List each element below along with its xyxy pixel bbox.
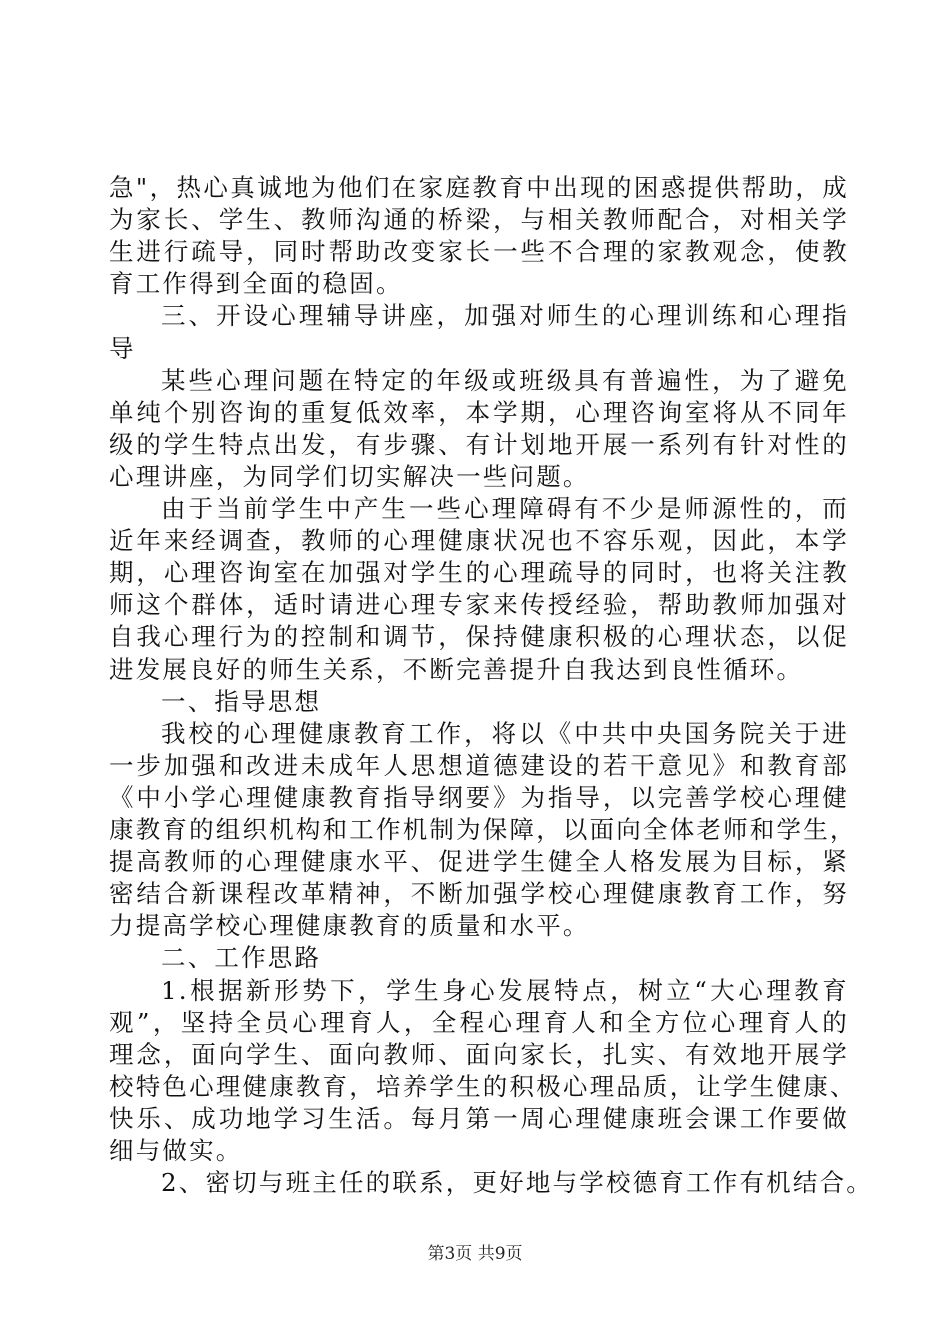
text-line: 为家长、学生、教师沟通的桥梁，与相关教师配合，对相关学 xyxy=(109,205,849,234)
text-line: 急"，热心真诚地为他们在家庭教育中出现的困惑提供帮助，成 xyxy=(109,173,849,202)
text-line: 一步加强和改进未成年人思想道德建设的若干意见》和教育部 xyxy=(109,751,849,780)
text-line: 期，心理咨询室在加强对学生的心理疏导的同时，也将关注教 xyxy=(109,558,849,587)
text-line: 我校的心理健康教育工作，将以《中共中央国务院关于进 xyxy=(161,719,849,748)
text-line: 快乐、成功地学习生活。每月第一周心理健康班会课工作要做 xyxy=(109,1104,849,1133)
text-line: 二、工作思路 xyxy=(161,943,322,972)
text-line: 某些心理问题在特定的年级或班级具有普遍性，为了避免 xyxy=(161,366,849,395)
text-line: 导 xyxy=(109,334,136,363)
text-line: 进发展良好的师生关系，不断完善提升自我达到良性循环。 xyxy=(109,655,804,684)
text-line: 生进行疏导，同时帮助改变家长一些不合理的家教观念，使教 xyxy=(109,237,849,266)
text-line: 师这个群体，适时请进心理专家来传授经验，帮助教师加强对 xyxy=(109,590,849,619)
text-line: 力提高学校心理健康教育的质量和水平。 xyxy=(109,911,590,940)
text-line: 三、开设心理辅导讲座，加强对师生的心理训练和心理指 xyxy=(161,301,849,330)
text-line: 一、指导思想 xyxy=(161,687,322,716)
text-line: 由于当前学生中产生一些心理障碍有不少是师源性的，而 xyxy=(161,494,849,523)
text-line: 校特色心理健康教育，培养学生的积极心理品质，让学生健康、 xyxy=(109,1072,857,1101)
text-line: 提高教师的心理健康水平、促进学生健全人格发展为目标，紧 xyxy=(109,847,849,876)
page-footer: 第3页 共9页 xyxy=(427,1244,523,1264)
text-line: 理念，面向学生、面向教师、面向家长，扎实、有效地开展学 xyxy=(109,1040,849,1069)
text-line: 康教育的组织机构和工作机制为保障，以面向全体老师和学生， xyxy=(109,815,857,844)
text-line: 自我心理行为的控制和调节，保持健康积极的心理状态，以促 xyxy=(109,622,849,651)
text-line: 级的学生特点出发，有步骤、有计划地开展一系列有针对性的 xyxy=(109,430,849,459)
text-line: 心理讲座，为同学们切实解决一些问题。 xyxy=(109,462,590,491)
text-line: 1.根据新形势下，学生身心发展特点，树立“大心理教育 xyxy=(161,976,849,1005)
text-line: 近年来经调查，教师的心理健康状况也不容乐观，因此，本学 xyxy=(109,526,849,555)
text-line: 细与做实。 xyxy=(109,1136,243,1165)
text-line: 单纯个别咨询的重复低效率，本学期，心理咨询室将从不同年 xyxy=(109,398,849,427)
text-line: 观”，坚持全员心理育人，全程心理育人和全方位心理育人的 xyxy=(109,1008,849,1037)
text-line: 《中小学心理健康教育指导纲要》为指导，以完善学校心理健 xyxy=(109,783,849,812)
text-line: 2、密切与班主任的联系，更好地与学校德育工作有机结合。 xyxy=(161,1168,873,1197)
text-line: 育工作得到全面的稳固。 xyxy=(109,269,403,298)
text-line: 密结合新课程改革精神，不断加强学校心理健康教育工作，努 xyxy=(109,879,849,908)
